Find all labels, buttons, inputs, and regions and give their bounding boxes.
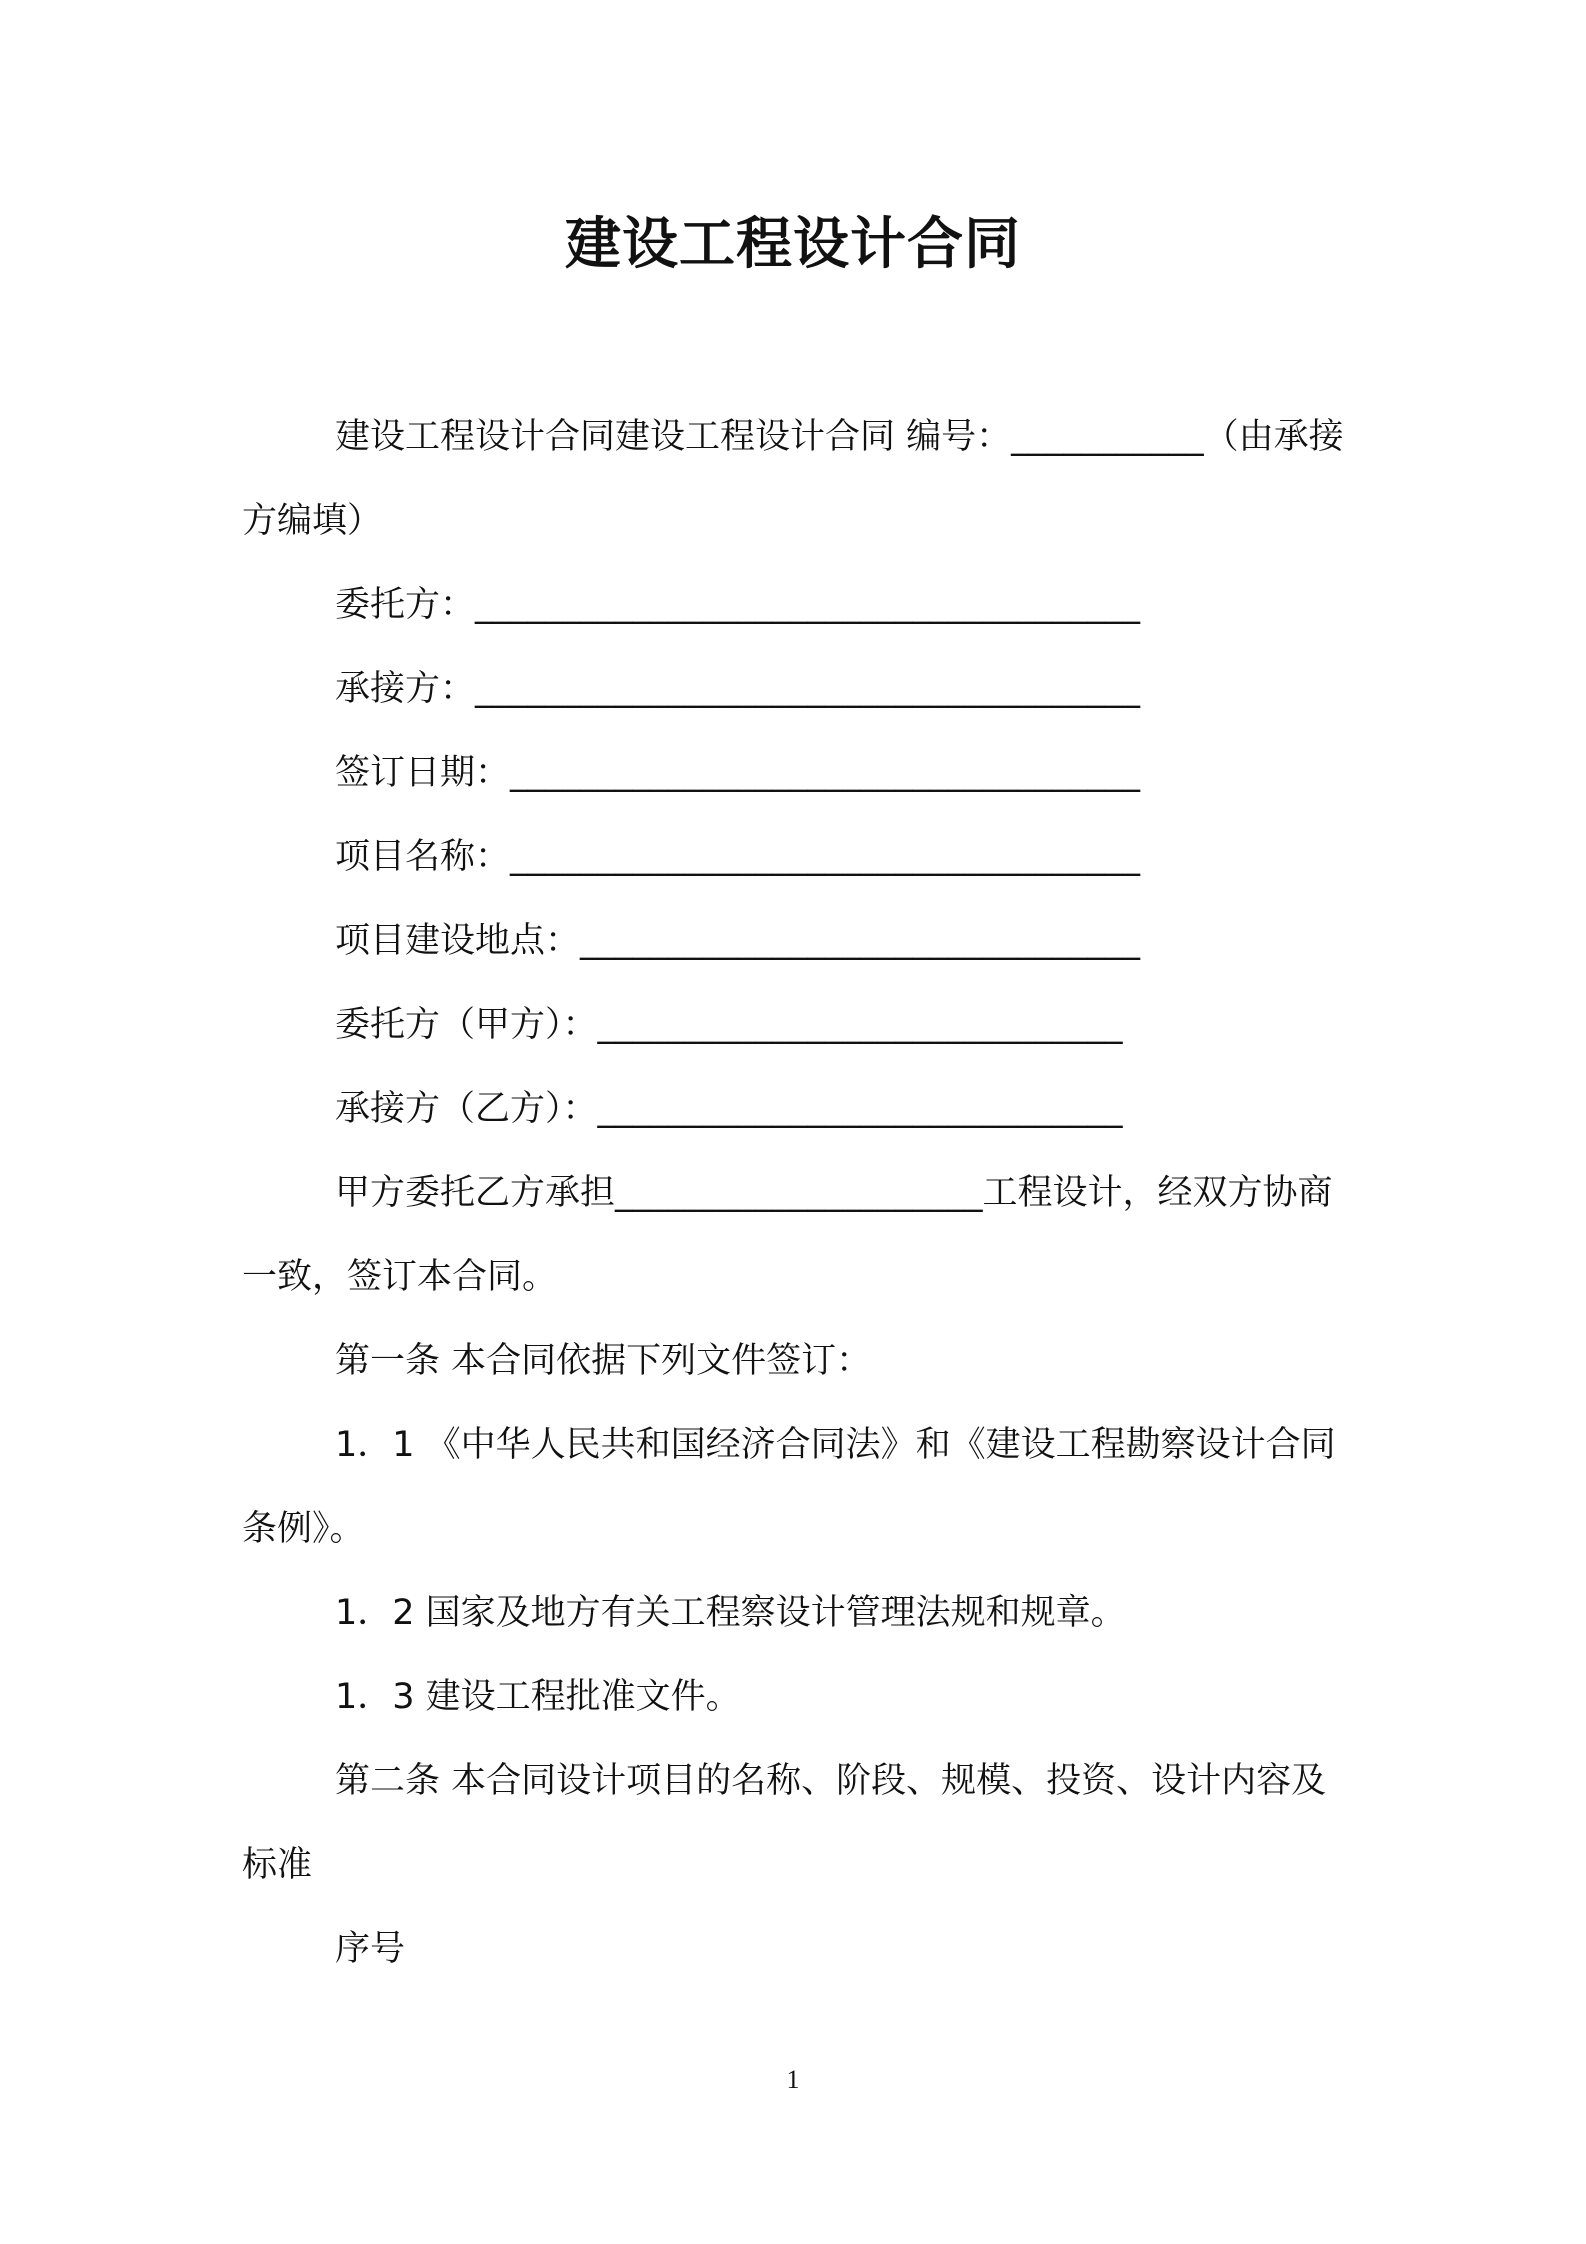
field-label: 承接方：	[335, 669, 476, 709]
table-header-serial: 序号	[335, 1929, 406, 1969]
intro-suffix: （由承接方编填）	[242, 417, 1344, 541]
field-contractor	[242, 647, 1352, 731]
commission-suffix: 工程设计，经双方协商一致，签订本合同。	[242, 1173, 1333, 1297]
field-signing-date	[242, 731, 1352, 815]
field-label: 项目建设地点：	[335, 921, 581, 961]
field-blank: ____________________________________	[510, 753, 1141, 793]
document-body	[242, 395, 1352, 1991]
field-label: 项目名称：	[335, 837, 511, 877]
commission-paragraph	[242, 1151, 1352, 1319]
intro-text: 建设工程设计合同建设工程设计合同 编号：	[335, 417, 1012, 457]
document-title: 建设工程设计合同	[565, 212, 1021, 277]
field-project-location	[242, 899, 1352, 983]
field-blank: ______________________________	[597, 1089, 1123, 1129]
article1-item-2: 1．2 国家及地方有关工程察设计管理法规和规章。	[335, 1593, 1126, 1633]
article2-heading: 第二条 本合同设计项目的名称、阶段、规模、投资、设计内容及标准	[242, 1761, 1327, 1885]
field-blank: ______________________________	[597, 1005, 1123, 1045]
field-project-name	[242, 815, 1352, 899]
page-number: 1	[786, 2065, 800, 2094]
intro-paragraph	[242, 395, 1352, 563]
field-label: 签订日期：	[335, 753, 511, 793]
field-blank: ______________________________________	[475, 669, 1141, 709]
article1-item-1: 1．1 《中华人民共和国经济合同法》和《建设工程勘察设计合同条例》。	[242, 1425, 1336, 1549]
field-party-a	[242, 983, 1352, 1067]
field-blank: ____________________________________	[510, 837, 1141, 877]
field-label: 承接方（乙方）：	[335, 1089, 598, 1129]
field-label: 委托方：	[335, 585, 476, 625]
commission-blank: _____________________	[615, 1173, 983, 1213]
article1-heading: 第一条 本合同依据下列文件签订：	[335, 1341, 872, 1381]
field-party-b	[242, 1067, 1352, 1151]
contract-number-blank: ___________	[1011, 417, 1204, 457]
field-label: 委托方（甲方）：	[335, 1005, 598, 1045]
commission-prefix: 甲方委托乙方承担	[335, 1173, 616, 1213]
article1-item-3: 1．3 建设工程批准文件。	[335, 1677, 741, 1717]
field-blank: ________________________________	[580, 921, 1141, 961]
field-blank: ______________________________________	[475, 585, 1141, 625]
field-client	[242, 563, 1352, 647]
